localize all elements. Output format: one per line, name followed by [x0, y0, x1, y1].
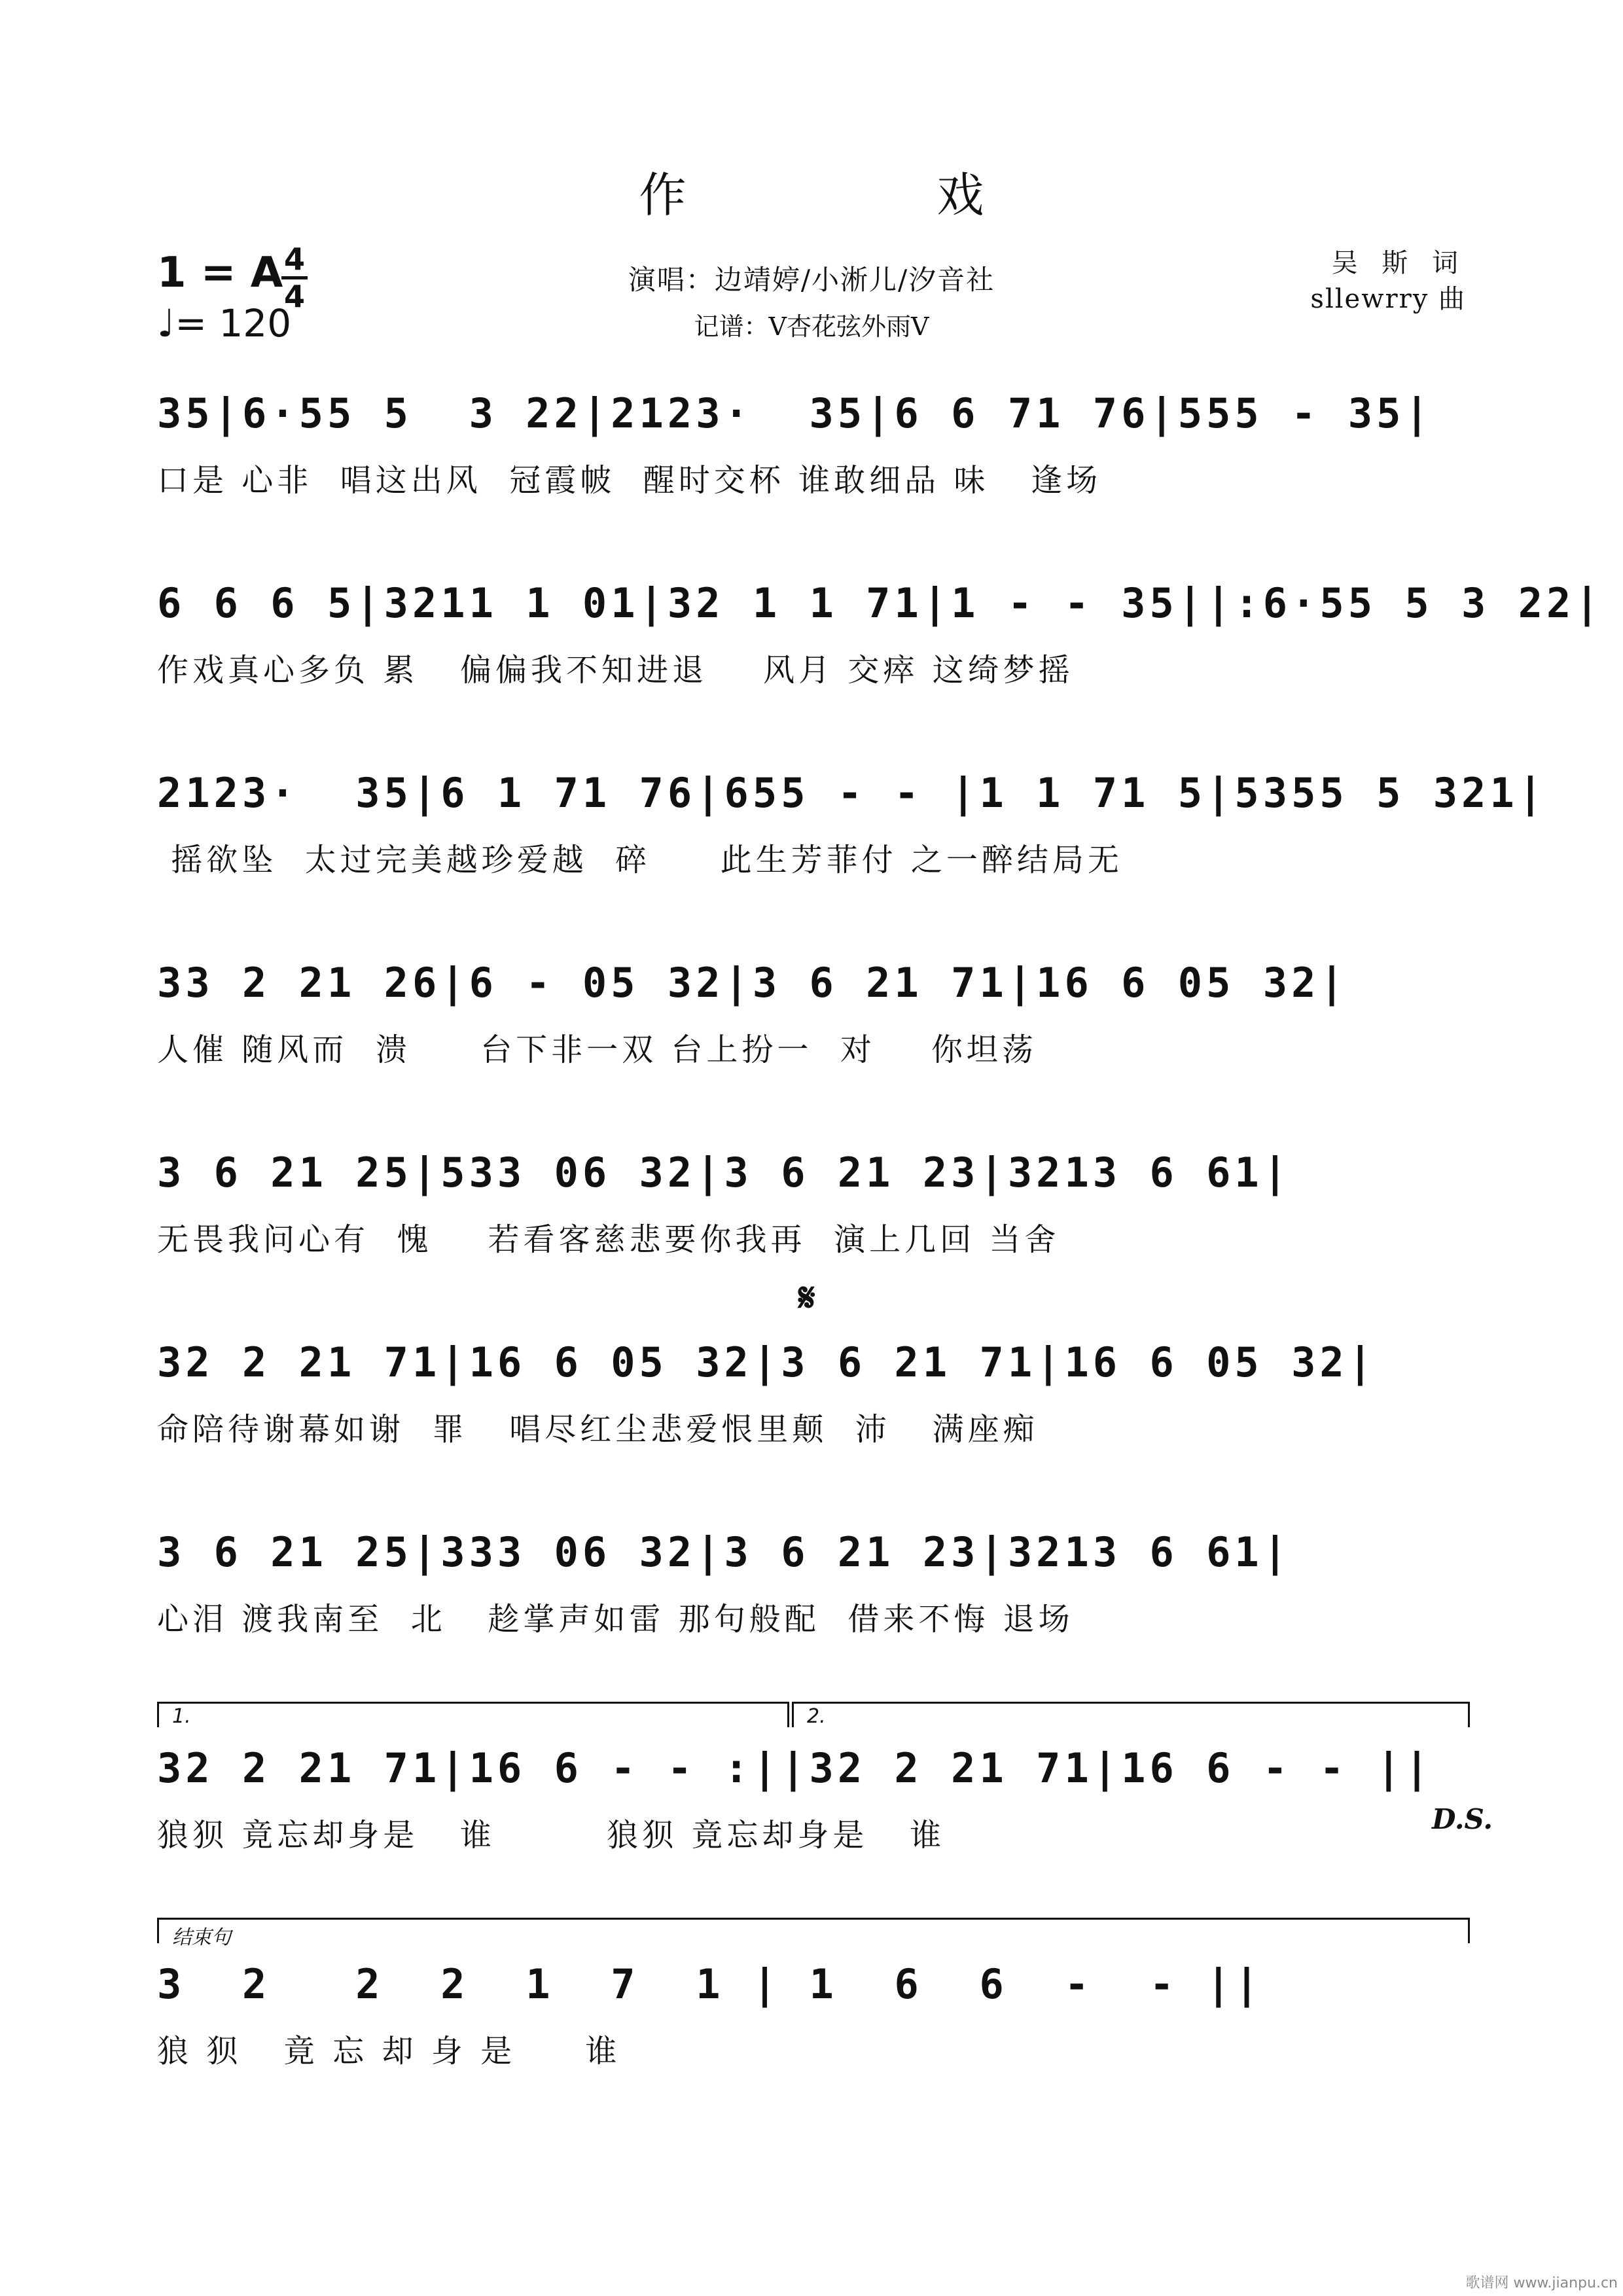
dal-segno-mark: D.S.: [1432, 1803, 1493, 1835]
time-signature-top: 4: [283, 242, 305, 277]
notation: 35|6·55 5 3 22|2123· 35|6 6 71 76|555 - 35|: [157, 389, 1433, 437]
lyrics: 命陪待谢幕如谢 罪 唱尽红尘悲爱恨里颠 沛 满座痴: [157, 1411, 1039, 1448]
lyrics: 心泪 渡我南至 北 趁掌声如雷 那句般配 借来不悔 退场: [157, 1601, 1074, 1638]
notation: 3 6 21 25|533 06 32|3 6 21 23|3213 6 61|: [157, 1149, 1292, 1196]
lyrics: 摇欲坠 太过完美越珍爱越 碎 此生芳菲付 之一醉结局无: [157, 842, 1123, 878]
time-signature-bottom: 4: [283, 279, 305, 314]
notation: 32 2 21 71|16 6 - - :||32 2 21 71|16 6 - - ||: [157, 1744, 1433, 1792]
lyrics: 口是 心非 唱这出风 冠霞帔 醒时交杯 谁敢细品 味 逢场: [157, 462, 1102, 499]
lyricist-credit: 吴 斯 词: [1331, 248, 1466, 278]
song-title: 作 戏: [639, 168, 1102, 223]
notation: 2123· 35|6 1 71 76|655 - - |1 1 71 5|5355 5 321|: [157, 769, 1547, 817]
notation: 6 6 6 5|3211 1 01|32 1 1 71|1 - - 35||:6·55 5 3 22|: [157, 579, 1603, 627]
singer-credit: 演唱：边靖婷/小淅儿/汐音社: [628, 264, 995, 296]
volta-bracket-1: [157, 1702, 789, 1727]
notation: 3 2 2 2 1 7 1 | 1 6 6 - - ||: [157, 1960, 1263, 2008]
lyrics: 狼 狈 竟 忘 却 身 是 谁: [157, 2033, 621, 2070]
notator-credit: 记谱：V杏花弦外雨V: [694, 312, 929, 341]
ending-label: 结束句: [172, 1926, 231, 1949]
lyrics: 作戏真心多负 累 偏偏我不知进退 风月 交瘁 这绮梦摇: [157, 652, 1074, 689]
volta-label: 2.: [807, 1705, 826, 1728]
watermark: 歌谱网 www.jianpu.cn: [1465, 2275, 1618, 2291]
volta-bracket-2: [792, 1702, 1470, 1727]
lyrics: 人催 随风而 溃 台下非一双 台上扮一 对 你坦荡: [157, 1031, 1037, 1068]
notation: 33 2 21 26|6 - 05 32|3 6 21 71|16 6 05 32|: [157, 959, 1348, 1007]
tempo-marking: ♩= 120: [157, 301, 292, 346]
notation: 3 6 21 25|333 06 32|3 6 21 23|3213 6 61|: [157, 1528, 1292, 1576]
key-signature: 1 = A: [157, 249, 283, 297]
lyrics: 无畏我问心有 愧 若看客慈悲要你我再 演上几回 当舍: [157, 1221, 1060, 1258]
volta-label: 1.: [172, 1705, 191, 1728]
lyrics: 狼狈 竟忘却身是 谁 狼狈 竟忘却身是 谁: [157, 1817, 946, 1854]
ending-bracket: [157, 1918, 1470, 1949]
notation: 32 2 21 71|16 6 05 32|3 6 21 71|16 6 05 32|: [157, 1338, 1377, 1386]
segno-sign: 𝄋: [798, 1275, 815, 1321]
composer-credit: sllewrry 曲: [1310, 284, 1466, 314]
